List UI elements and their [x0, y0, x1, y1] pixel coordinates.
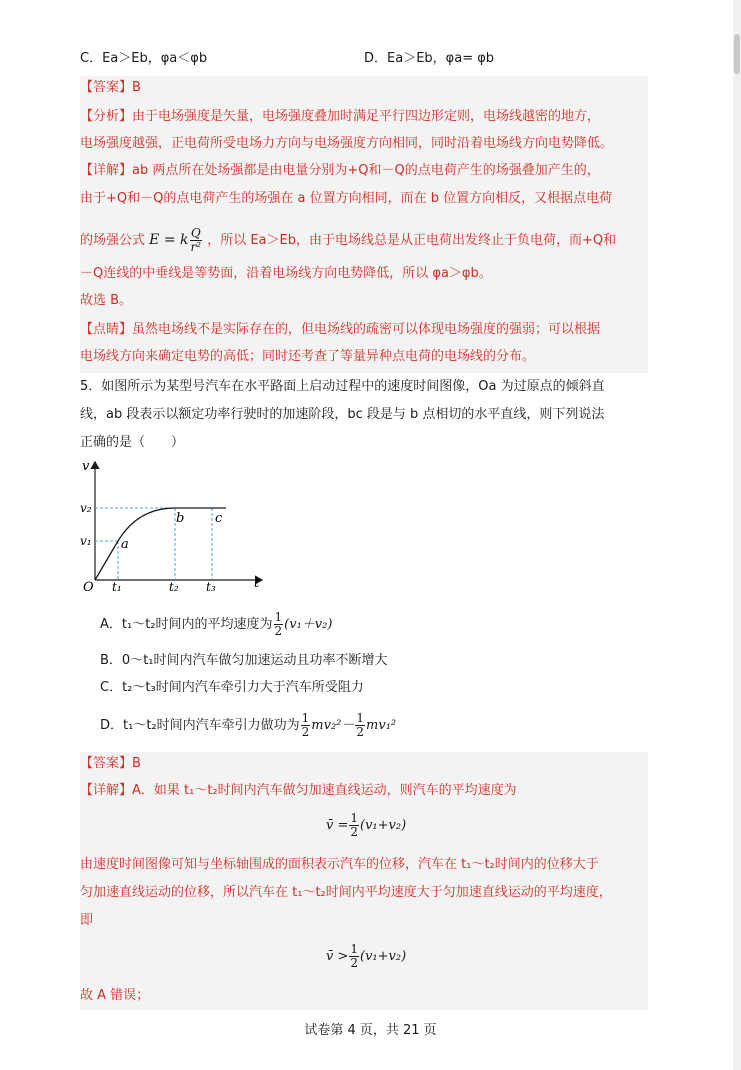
q5-stem-line-2: 线，ab 段表示以额定功率行驶时的加速阶段，bc 段是与 b 点相切的水平直线，则下列说法: [80, 407, 605, 422]
q5-detail-line-2: 由速度时间图像可知与坐标轴围成的面积表示汽车的位移，汽车在 t₁～t₂时间内的位移大于: [80, 857, 599, 872]
equation-1-lhs: v̄ =: [326, 818, 349, 833]
fraction-numerator: 1: [301, 711, 310, 725]
q5-detail-line-1: 【详解】A．如果 t₁～t₂时间内汽车做匀加速直线运动，则汽车的平均速度为: [80, 783, 517, 798]
label-v: v: [82, 459, 90, 474]
q5-conclusion: 故 A 错误；: [80, 988, 150, 1003]
label-point-b: b: [176, 511, 185, 526]
q4-detail-line-2: 由于+Q和－Q的点电荷产生的场强在 a 位置方向相同，而在 b 位置方向相反，又根据点电荷: [80, 191, 613, 206]
label-v2: v₂: [80, 501, 92, 515]
label-t1: t₁: [112, 580, 122, 592]
scrollbar[interactable]: [733, 0, 741, 1070]
option-d-prev: D．Ea＞Eb，φa= φb: [364, 51, 495, 66]
q4-analysis-line-2: 电场强度越强，正电荷所受电场力方向与电场强度方向相同，同时沿着电场线方向电势降低。: [80, 136, 614, 151]
q4-detail-line-1: 【详解】ab 两点所在处场强都是由电量分别为+Q和－Q的点电荷产生的场强叠加产生的，: [80, 163, 600, 178]
scrollbar-thumb[interactable]: [734, 34, 740, 74]
option-a-expression: (v₁＋v₂): [284, 617, 333, 632]
q5-detail-line-4: 即: [80, 913, 94, 928]
option-d-expression-2: mv₁²: [366, 718, 397, 733]
equation-2-lhs: v̄ >: [326, 949, 349, 964]
q5-option-b: B．0～t₁时间内汽车做匀加速运动且功率不断增大: [100, 653, 388, 668]
half-fraction: [274, 611, 284, 638]
fraction-denominator: 2: [356, 725, 365, 739]
fraction-numerator: 1: [356, 711, 365, 725]
q4-detail-line-3b: ，所以 Ea＞Eb，由于电场线总是从正电荷出发终止于负电荷，而+Q和: [207, 233, 617, 248]
fraction-numerator: 1: [274, 610, 283, 624]
half-fraction: [349, 943, 359, 970]
half-fraction: [301, 712, 311, 739]
fraction-denominator: 2: [301, 725, 310, 739]
equation-1-rhs: (v₁+v₂): [360, 818, 407, 833]
fraction-denominator: 2: [350, 956, 359, 970]
half-fraction: [355, 712, 365, 739]
q4-comment-line-1: 【点睛】虽然电场线不是实际存在的，但电场线的疏密可以体现电场强度的强弱；可以根据: [80, 322, 601, 337]
q4-analysis-line-1: 【分析】由于电场强度是矢量，电场强度叠加时满足平行四边形定则，电场线越密的地方，: [80, 109, 601, 124]
option-a-text: A．t₁～t₂时间内的平均速度为: [100, 617, 273, 632]
option-c-prev: C．Ea＞Eb，φa＜φb: [80, 51, 208, 66]
page-footer: 试卷第 4 页，共 21 页: [304, 1023, 437, 1038]
velocity-time-graph: [78, 456, 274, 592]
label-t: t: [254, 576, 260, 591]
q4-comment-line-2: 电场线方向来确定电势的高低；同时还考查了等量异种点电荷的电场线的分布。: [80, 349, 536, 364]
label-t2: t₂: [169, 580, 179, 592]
q5-option-c: C．t₂～t₃时间内汽车牵引力大于汽车所受阻力: [100, 680, 364, 695]
q4-answer: 【答案】B: [80, 80, 141, 95]
label-point-a: a: [121, 537, 129, 552]
formula-numerator: Q: [190, 226, 201, 240]
fraction-numerator: 1: [350, 942, 359, 956]
q5-stem-line-1: 5．如图所示为某型号汽车在水平路面上启动过程中的速度时间图像，Oa 为过原点的倾斜直: [80, 379, 605, 394]
label-t3: t₃: [206, 580, 216, 592]
fraction-numerator: 1: [350, 811, 359, 825]
q4-detail-line-3: [80, 227, 616, 254]
equation-2-rhs: (v₁+v₂): [360, 949, 407, 964]
label-point-c: c: [215, 511, 223, 526]
half-fraction: [349, 812, 359, 839]
option-d-text: D．t₁～t₂时间内汽车牵引力做功为: [100, 718, 300, 733]
field-formula-fraction: [190, 227, 203, 254]
label-v1: v₁: [80, 534, 92, 548]
q4-detail-line-3a: 的场强公式: [80, 233, 146, 248]
fraction-denominator: 2: [350, 825, 359, 839]
segment-oa: [95, 541, 118, 580]
label-origin: O: [83, 580, 94, 592]
q5-stem-line-3: 正确的是（ ）: [80, 435, 185, 450]
option-d-expression-1: mv₂²－: [311, 718, 355, 733]
q5-answer: 【答案】B: [80, 756, 141, 771]
q4-choose: 故选 B。: [80, 293, 133, 308]
formula-denominator: r²: [190, 240, 202, 254]
q5-detail-line-3: 匀加速直线运动的位移，所以汽车在 t₁～t₂时间内平均速度大于匀加速直线运动的平均速度，: [80, 885, 612, 900]
q5-option-a: [100, 611, 332, 638]
q5-equation-1: [326, 812, 406, 840]
field-formula-lhs: E = k: [149, 232, 189, 248]
fraction-denominator: 2: [274, 624, 283, 638]
q4-detail-line-4: －Q连线的中垂线是等势面，沿着电场线方向电势降低，所以 φa＞φb。: [80, 266, 492, 281]
q5-option-d: [100, 712, 396, 739]
q5-equation-2: [326, 943, 406, 971]
